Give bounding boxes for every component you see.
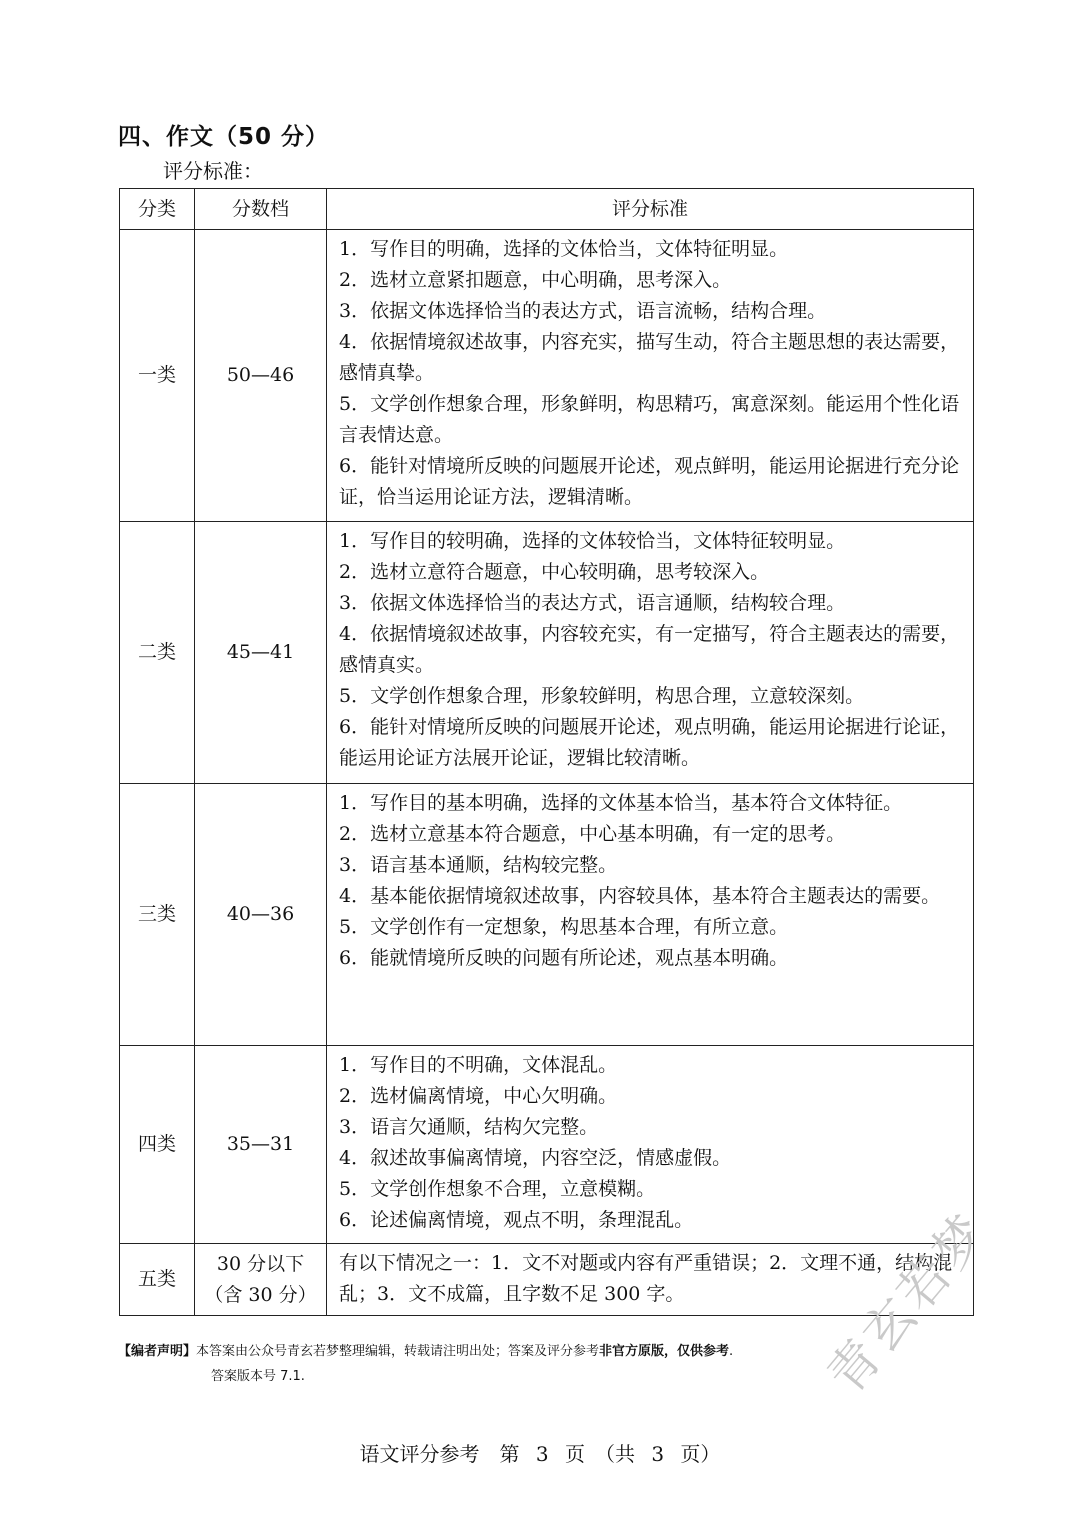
table-row [120, 784, 974, 1046]
criteria-line: 2．选材立意符合题意，中心较明确，思考较深入。 [339, 561, 770, 583]
statement-bold: 非官方原版，仅供参考 [599, 1344, 730, 1359]
header-score: 分数档 [195, 189, 327, 230]
criteria-line: 3．语言基本通顺，结构较完整。 [339, 854, 618, 876]
table-row [120, 1244, 974, 1316]
criteria-line: 2．选材立意基本符合题意，中心基本明确，有一定的思考。 [339, 823, 846, 845]
criteria-line: 5．文学创作想象合理，形象较鲜明，构思合理，立意较深刻。 [339, 685, 865, 707]
criteria-line: 1．写作目的基本明确，选择的文体基本恰当，基本符合文体特征。 [339, 792, 903, 814]
editor-statement [118, 1339, 733, 1389]
criteria-line: 有以下情况之一：1．文不对题或内容有严重错误；2．文理不通，结构混乱；3．文不成篇，且字数不足 300 字。 [339, 1252, 953, 1305]
criteria-line: 5．文学创作有一定想象，构思基本合理，有所立意。 [339, 916, 789, 938]
criteria-line: 4．基本能依据情境叙述故事，内容较具体，基本符合主题表达的需要。 [339, 885, 941, 907]
row-score: 45—41 [195, 522, 327, 784]
score-line: （含 30 分） [204, 1283, 317, 1306]
criteria-line: 4．叙述故事偏离情境，内容空泛，情感虚假。 [339, 1147, 732, 1169]
row-score: 40—36 [195, 784, 327, 1046]
scoring-standard-label: 评分标准： [163, 159, 263, 183]
statement-label: 【编者声明】 [118, 1344, 197, 1359]
row-criteria [327, 784, 974, 1046]
criteria-line: 3．依据文体选择恰当的表达方式，语言通顺，结构较合理。 [339, 592, 846, 614]
table-row [120, 230, 974, 522]
row-criteria [327, 230, 974, 522]
statement-end: . [729, 1344, 734, 1359]
watermark: 青玄若梦 [816, 1201, 1000, 1405]
criteria-line: 2．选材偏离情境，中心欠明确。 [339, 1085, 618, 1107]
answer-version: 答案版本号 7.1. [211, 1369, 305, 1384]
criteria-line: 3．依据文体选择恰当的表达方式，语言流畅，结构合理。 [339, 300, 827, 322]
row-score [195, 1244, 327, 1316]
rubric-table [119, 188, 974, 1316]
criteria-line: 5．文学创作想象不合理，立意模糊。 [339, 1178, 656, 1200]
criteria-line: 1．写作目的较明确，选择的文体较恰当，文体特征较明显。 [339, 530, 846, 552]
row-category: 二类 [120, 522, 195, 784]
score-line: 30 分以下 [216, 1252, 305, 1275]
row-score: 50—46 [195, 230, 327, 522]
table-header-row [120, 189, 974, 230]
row-criteria [327, 522, 974, 784]
header-criteria: 评分标准 [327, 189, 974, 230]
criteria-line: 6．能就情境所反映的问题有所论述，观点基本明确。 [339, 947, 789, 969]
row-category: 五类 [120, 1244, 195, 1316]
row-category: 三类 [120, 784, 195, 1046]
table-row [120, 522, 974, 784]
section-heading: 四、作文（50 分） [118, 124, 330, 150]
header-category: 分类 [120, 189, 195, 230]
page-footer: 语文评分参考 第 3 页 （共 3 页） [359, 1442, 721, 1466]
row-criteria [327, 1046, 974, 1244]
criteria-line: 6．论述偏离情境，观点不明，条理混乱。 [339, 1209, 694, 1231]
criteria-line: 6．能针对情境所反映的问题展开论述，观点明确，能运用论据进行论证，能运用论证方法展开论证，逻辑比较清晰。 [339, 716, 960, 769]
criteria-line: 4．依据情境叙述故事，内容充实，描写生动，符合主题思想的表达需要，感情真挚。 [339, 331, 960, 384]
criteria-line: 2．选材立意紧扣题意，中心明确，思考深入。 [339, 269, 732, 291]
criteria-line: 4．依据情境叙述故事，内容较充实，有一定描写，符合主题表达的需要，感情真实。 [339, 623, 960, 676]
criteria-line: 1．写作目的明确，选择的文体恰当，文体特征明显。 [339, 238, 789, 260]
criteria-line: 6．能针对情境所反映的问题展开论述，观点鲜明，能运用论据进行充分论证，恰当运用论证方法，逻辑清晰。 [339, 455, 960, 508]
table-row [120, 1046, 974, 1244]
criteria-line: 3．语言欠通顺，结构欠完整。 [339, 1116, 599, 1138]
row-category: 四类 [120, 1046, 195, 1244]
statement-text: 本答案由公众号青玄若梦整理编辑，转载请注明出处；答案及评分参考 [196, 1344, 600, 1359]
row-category: 一类 [120, 230, 195, 522]
criteria-line: 1．写作目的不明确，文体混乱。 [339, 1054, 618, 1076]
row-score: 35—31 [195, 1046, 327, 1244]
criteria-line: 5．文学创作想象合理，形象鲜明，构思精巧，寓意深刻。能运用个性化语言表情达意。 [339, 393, 960, 446]
